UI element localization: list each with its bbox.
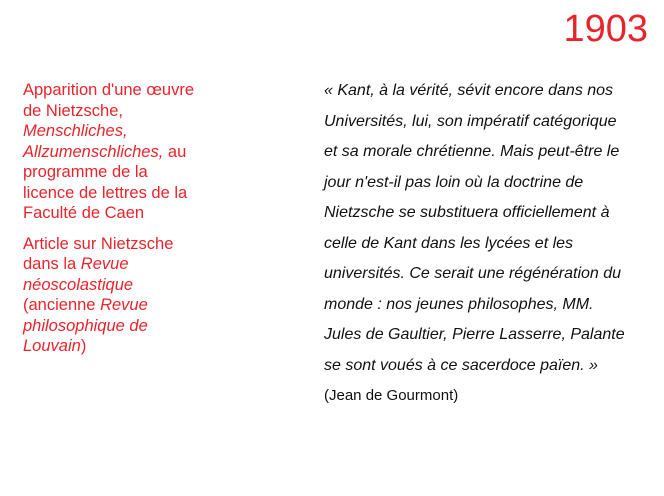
event-text: Article sur Nietzsche dans la [23, 234, 174, 273]
year-heading: 1903 [563, 8, 648, 50]
event-text: (ancienne [23, 296, 101, 314]
event-item [23, 234, 203, 357]
journal-title: Revue philosophique de Louvain [23, 296, 148, 355]
event-item [23, 80, 203, 224]
work-title: Menschliches, Allzumenschliches, [23, 122, 164, 161]
quote-column [324, 76, 634, 412]
event-text: ) [80, 337, 87, 355]
event-text: au programme de la licence de lettres de la Faculté de Caen [23, 142, 188, 222]
journal-title: Revue néoscolastique [23, 255, 134, 294]
quote-source: (Jean de Gourmont) [324, 387, 459, 404]
events-column [23, 80, 203, 367]
quote-text: « Kant, à la vérité, sévit encore dans nos Universités, lui, son impératif catégorique et sa morale chrétienne. Mais peut-être le jour n'est-il pas loin où la doctrine de Nietzsche se substituera officiellement à celle de Kant dans les lycées et les universités. Ce serait une régénération du monde : nos jeunes philosophes, MM. Jules de Gaultier, Pierre Lasserre, Palante se sont voués à ce sacerdoce païen. » [324, 82, 625, 374]
event-text: Apparition d'une œuvre de Nietzsche, [23, 81, 194, 120]
quote-block [324, 76, 634, 412]
